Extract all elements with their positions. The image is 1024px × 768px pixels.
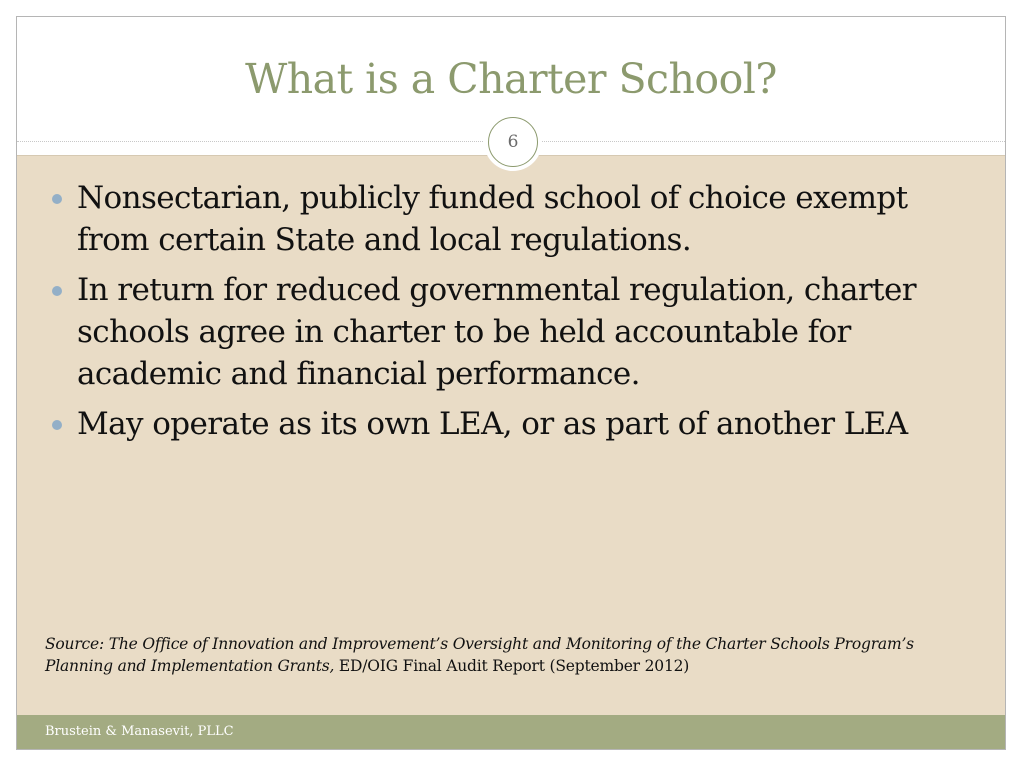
bullet-text: May operate as its own LEA, or as part of another LEA <box>77 406 908 442</box>
source-citation-italic: Source: The Office of Innovation and Improvement’s Oversight and Monitoring of the Charter Schools Program’s Planning and Implementation Grants, <box>45 635 914 675</box>
bullet-dot-icon <box>52 194 62 204</box>
bullet-item <box>45 403 945 445</box>
source-citation <box>45 633 985 677</box>
footer-bar <box>17 715 1005 749</box>
footer-text: Brustein & Manasevit, PLLC <box>45 724 234 739</box>
slide-number: 6 <box>488 117 538 167</box>
bullet-dot-icon <box>52 286 62 296</box>
bullet-text: In return for reduced governmental regulation, charter schools agree in charter to be held accountable for academic and financial performance. <box>77 272 916 392</box>
source-citation-plain: ED/OIG Final Audit Report (September 2012) <box>334 657 690 675</box>
bullet-text: Nonsectarian, publicly funded school of choice exempt from certain State and local regulations. <box>77 180 908 258</box>
bullet-item <box>45 177 945 261</box>
slide-title: What is a Charter School? <box>245 55 777 103</box>
bullet-dot-icon <box>52 420 62 430</box>
bullet-item <box>45 269 945 395</box>
slide <box>16 16 1006 750</box>
slide-number-badge <box>484 113 542 171</box>
bullet-list <box>45 177 945 453</box>
